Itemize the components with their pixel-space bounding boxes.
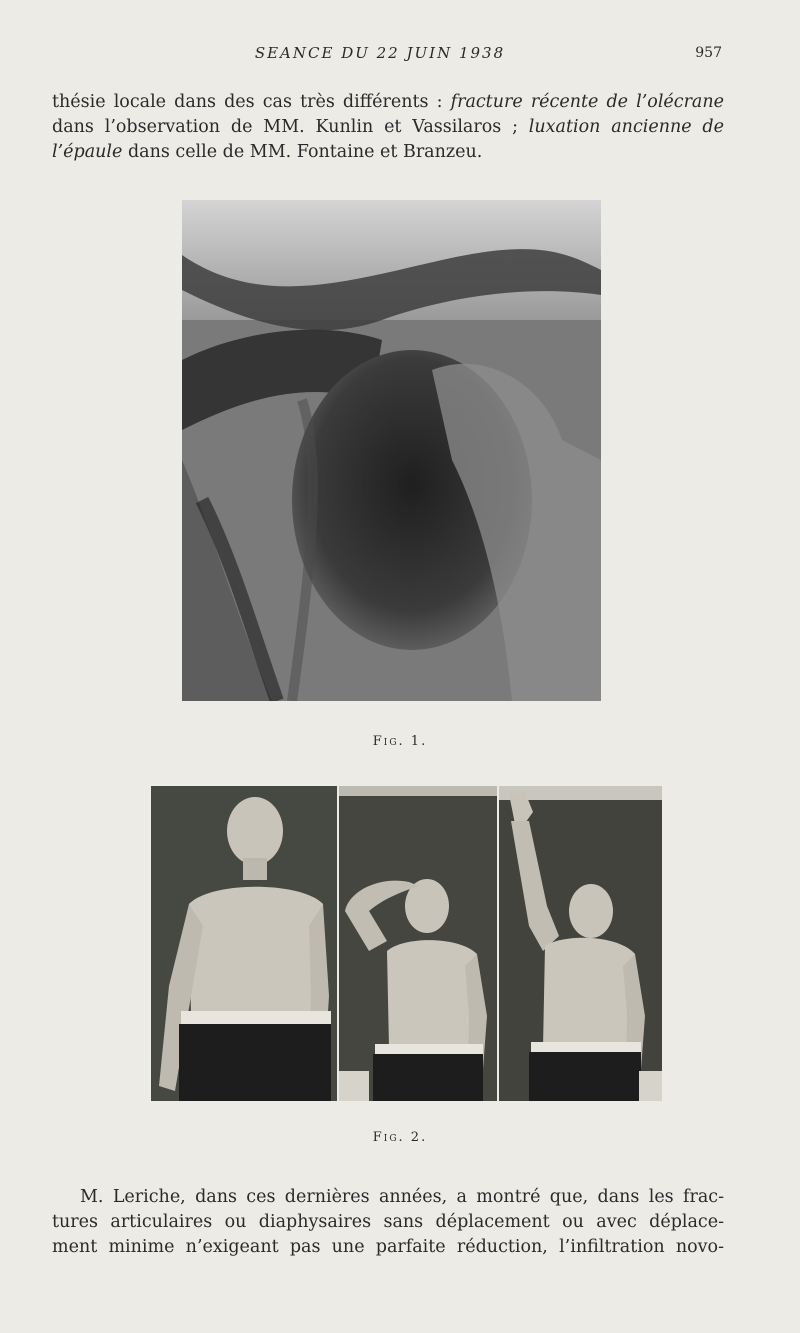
page-number: 957 — [695, 45, 722, 61]
text-run: dans celle de MM. Fontaine et Branzeu. — [122, 142, 483, 162]
paragraph-line: tures articulaires ou diaphysaires sans déplacement ou avec déplace- — [52, 1212, 724, 1232]
photo-panel-hand-on-head — [339, 786, 496, 1101]
photo-panel-arm-raised — [499, 786, 662, 1101]
figure-1-caption: Fig. 1. — [372, 734, 428, 749]
figure-silhouette — [499, 786, 662, 1101]
paragraph-line — [52, 90, 724, 115]
figure-silhouette — [339, 786, 496, 1101]
italic-text-run: l’épaule — [52, 142, 123, 162]
paragraph-leriche — [52, 1185, 724, 1260]
photo-patient-arm-positions — [151, 786, 662, 1101]
paragraph-line — [52, 115, 724, 140]
figure-2-caption: Fig. 2. — [372, 1130, 428, 1145]
italic-text-run: luxation ancienne de — [528, 117, 724, 137]
italic-text-run: fracture récente de l’olécrane — [450, 92, 724, 112]
paragraph-line: M. Leriche, dans ces dernières années, a montré que, dans les frac- — [80, 1187, 724, 1207]
paragraph-intro — [52, 90, 724, 165]
paragraph-line: ment minime n’exigeant pas une parfaite réduction, l’infiltration novo- — [52, 1237, 724, 1257]
xray-image-shoulder — [182, 200, 601, 701]
photo-panel-arms-down — [151, 786, 337, 1101]
xray-drawing — [182, 200, 601, 701]
text-run: thésie locale dans des cas très différents : — [52, 92, 451, 112]
paragraph-line — [52, 140, 724, 165]
header-title: SEANCE DU 22 JUIN 1938 — [254, 44, 506, 62]
text-run: dans l’observation de MM. Kunlin et Vassilaros ; — [52, 117, 529, 137]
figure-silhouette — [151, 786, 337, 1101]
